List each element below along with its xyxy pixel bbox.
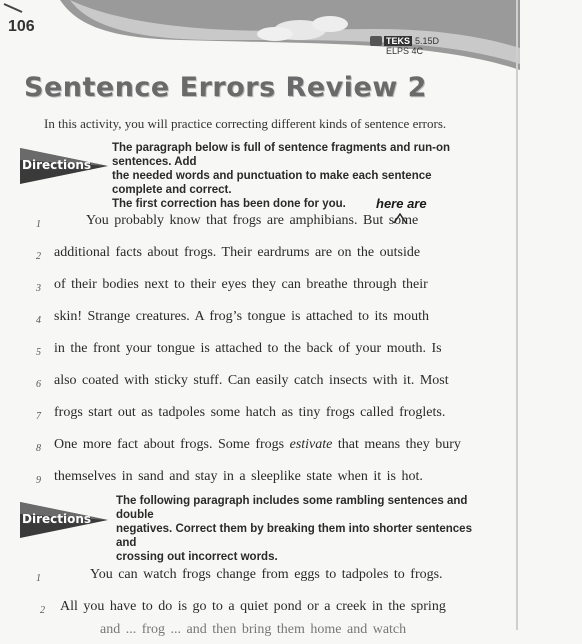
intro-text: In this activity, you will practice correcting different kinds of sentence errors. — [44, 116, 447, 131]
header-swoosh — [0, 0, 582, 80]
passage-line: 5 in the front your tongue is attached to the back of your mouth. Is — [36, 341, 442, 358]
passage-line: 7 frogs start out as tadpoles some hatch as tiny frogs called froglets. — [36, 405, 446, 422]
standards-label — [370, 36, 439, 56]
directions-label: Directions — [22, 512, 92, 526]
passage-line: 2 additional facts about frogs. Their eardrums are on the outside — [36, 245, 421, 262]
directions-line: The following paragraph includes some rambling sentences and double — [116, 495, 468, 521]
teks-logo-icon — [370, 36, 382, 46]
page-title: Sentence Errors Review 2 — [24, 72, 427, 103]
directions-line: The paragraph below is full of sentence fragments and run-on sentences. Add — [112, 142, 451, 168]
italic-term: estivate — [289, 437, 333, 452]
directions-banner-icon — [18, 500, 110, 540]
passage-line: 4 skin! Strange creatures. A frog’s tongue is attached to its mouth — [36, 309, 429, 326]
directions-line: negatives. Correct them by breaking them into shorter sentences and — [116, 523, 472, 549]
page-edge — [516, 0, 518, 630]
handwritten-correction: here are — [376, 196, 427, 211]
directions-label: Directions — [22, 158, 92, 172]
passage-line: 2 All you have to do is go to a quiet pond or a creek in the spring — [40, 599, 446, 616]
directions-line: crossing out incorrect words. — [116, 551, 278, 563]
teks-badge: TEKS — [386, 36, 411, 46]
passage-line: 8 One more fact about frogs. Some frogs estivate that means they bury — [36, 437, 461, 454]
passage-line: and ... frog ... and then bring them home and watch — [100, 622, 407, 637]
passage-line: 6 also coated with sticky stuff. Can easily catch insects with it. Most — [36, 373, 449, 390]
elps-code: ELPS 4C — [386, 46, 424, 56]
passage-line: 1 You can watch frogs change from eggs to tadpoles to frogs. — [36, 567, 443, 584]
passage-line: 1 You probably know that frogs are amphibians. But some — [36, 213, 419, 230]
directions-banner-icon — [18, 146, 110, 186]
directions-line: The first correction has been done for you. — [112, 198, 346, 210]
directions-line: the needed words and punctuation to make each sentence complete and correct. — [112, 170, 432, 196]
teks-code: 5.15D — [415, 36, 440, 46]
passage-line: 9 themselves in sand and stay in a sleeplike state when it is hot. — [36, 469, 423, 486]
passage-line: 3 of their bodies next to their eyes they can breathe through their — [36, 277, 428, 294]
directions-text — [116, 494, 476, 564]
page-number: 106 — [8, 18, 35, 35]
